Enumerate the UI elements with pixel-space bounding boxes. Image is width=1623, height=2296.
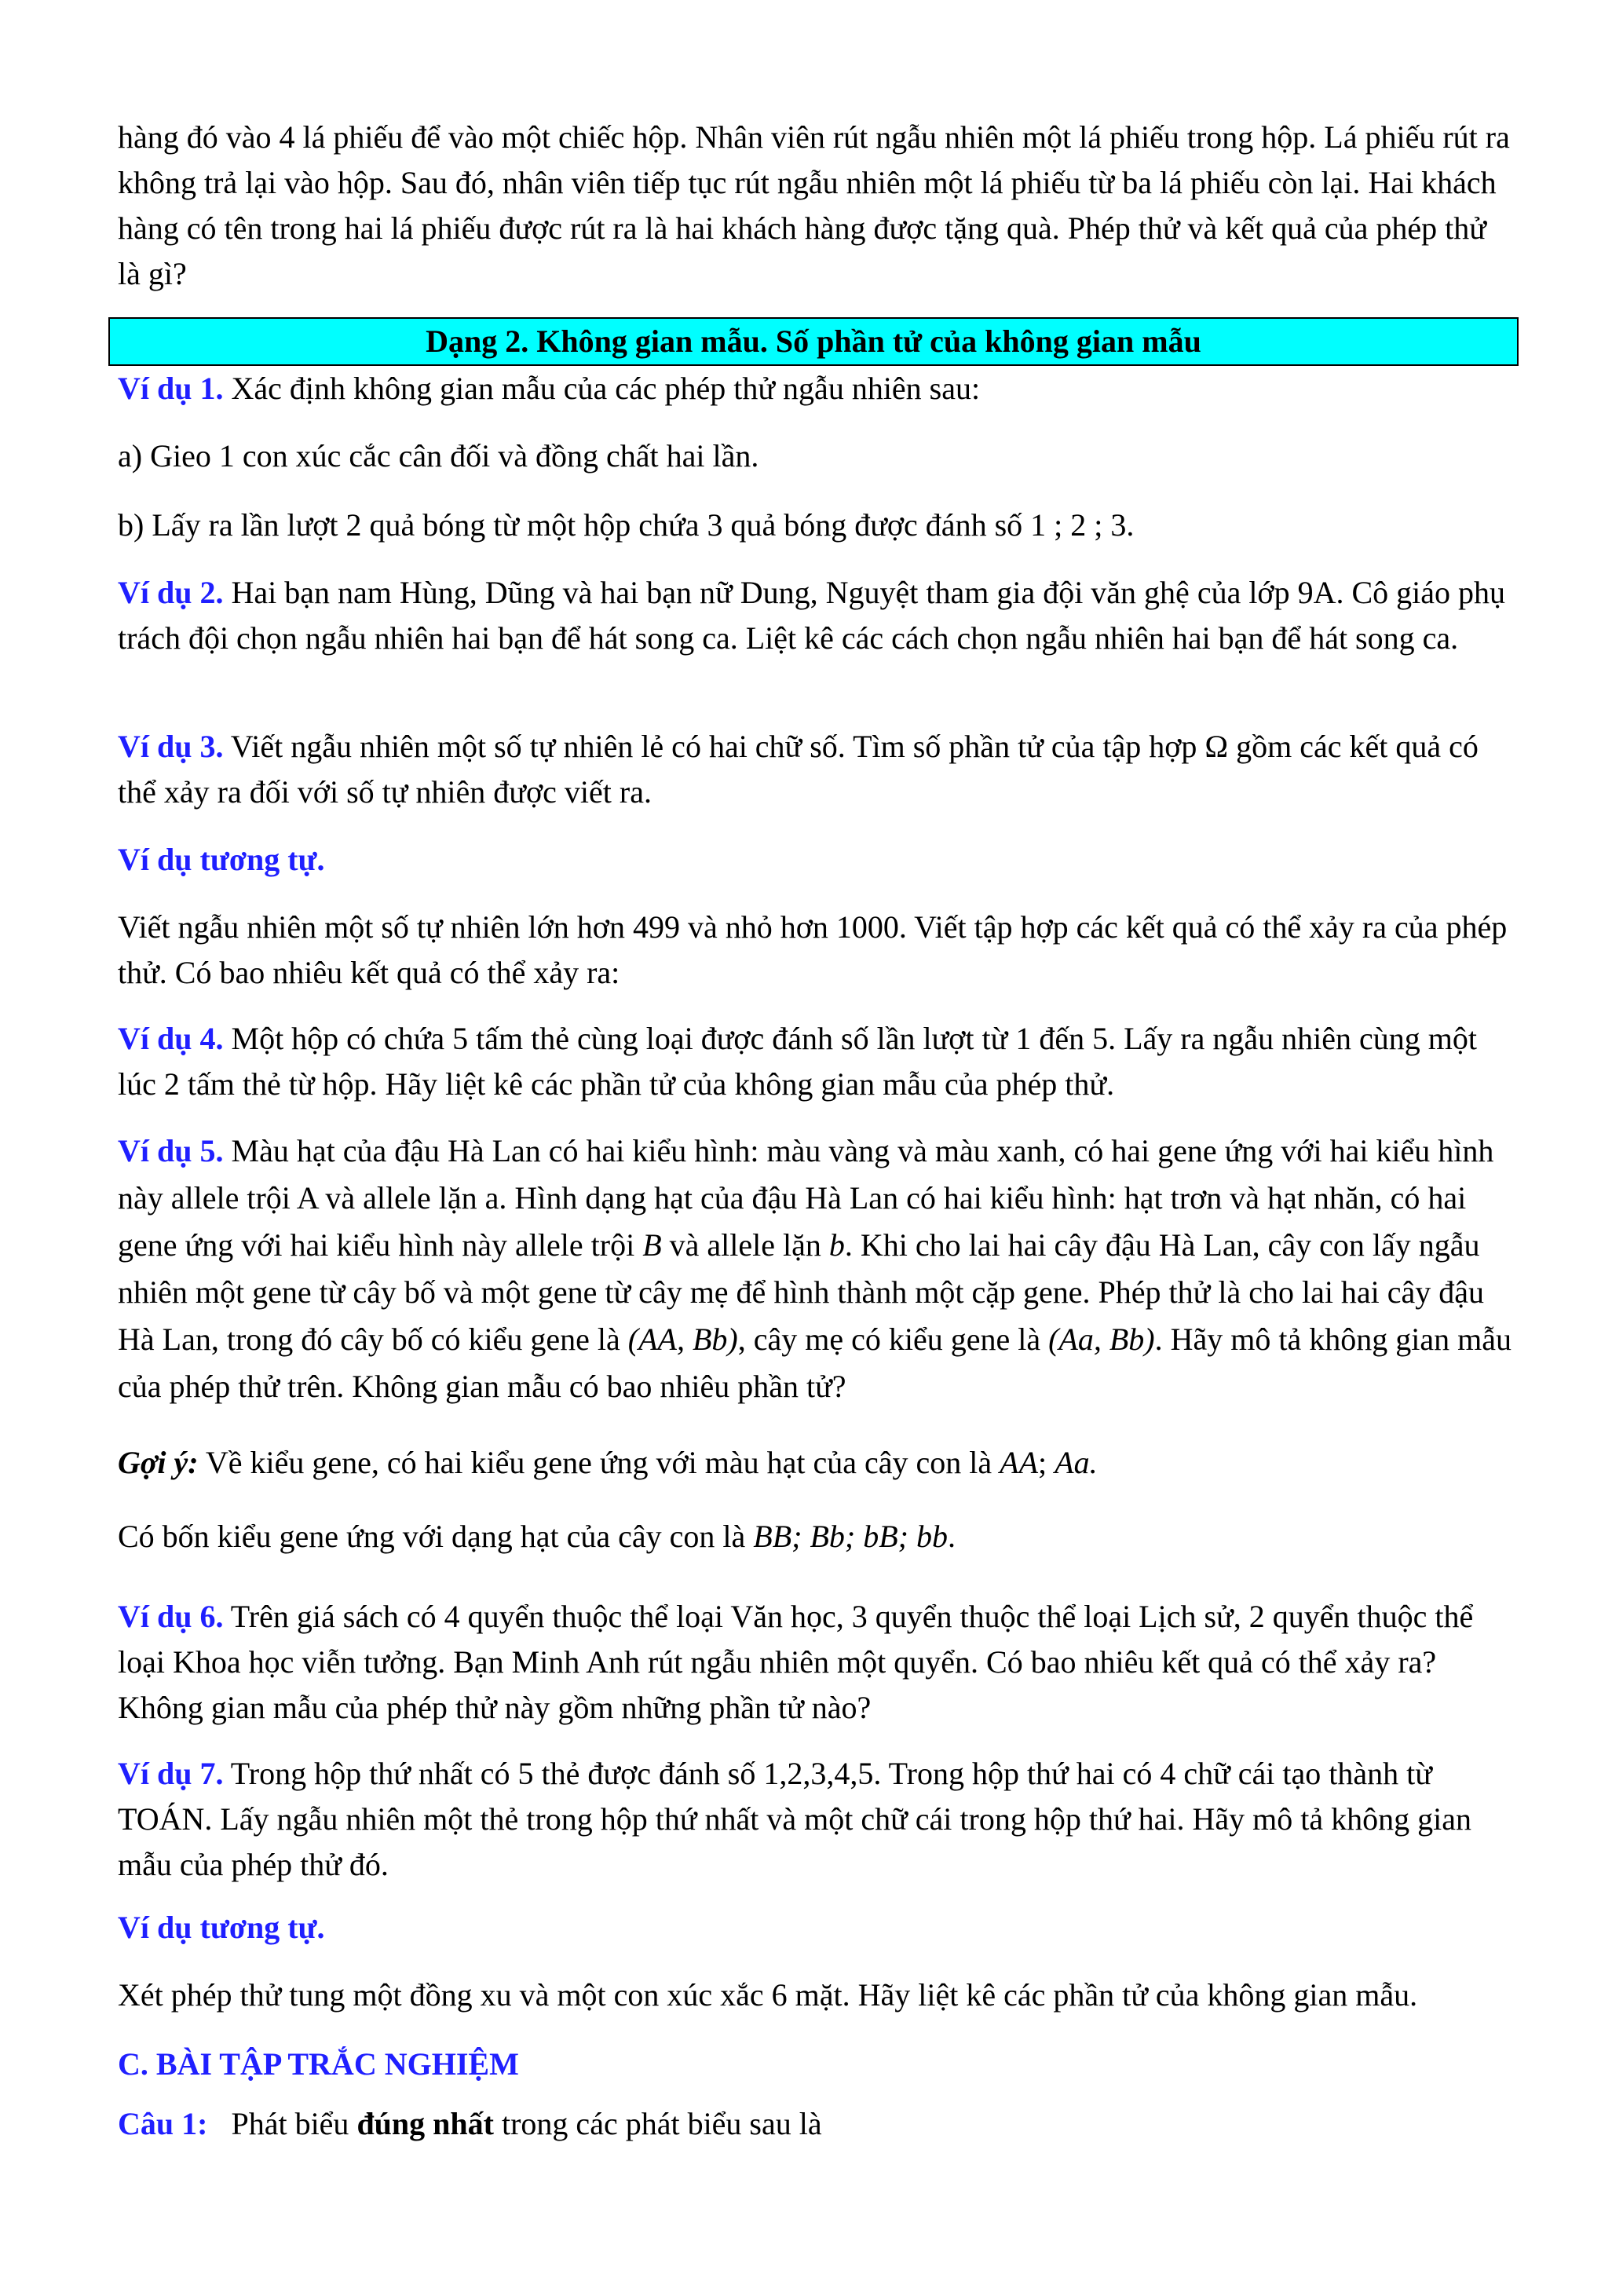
similar-example-1-label: Ví dụ tương tự. [118,842,325,877]
similar-example-2-text: Xét phép thử tung một đồng xu và một con xúc xắc 6 mặt. Hãy liệt kê các phần tử của không gian mẫu. [118,1977,1418,2013]
hint-line-2: Có bốn kiểu gene ứng với dạng hạt của cây con là BB; Bb; bB; bb. [118,1519,956,1554]
example-6 [118,1594,1515,1731]
example-6-text: Trên giá sách có 4 quyển thuộc thể loại Văn học, 3 quyển thuộc thể loại Lịch sử, 2 quyển thuộc thể loại Khoa học viễn tưởng. Bạn Minh Anh rút ngẫu nhiên một quyển. Có bao nhiêu kết quả có thể xảy ra? Không gian mẫu của phép thử này gồm những phần tử nào? [118,1599,1474,1725]
hint-label: Gợi ý: [118,1445,199,1480]
example-4 [118,1016,1515,1107]
hint-line-1: Gợi ý: Về kiểu gene, có hai kiểu gene ứng với màu hạt của cây con là AA; Aa. [118,1445,1098,1480]
example-5-label: Ví dụ 5. [118,1133,224,1168]
example-1-part-a: a) Gieo 1 con xúc cắc cân đối và đồng chất hai lần. [118,438,759,473]
section-c-heading: C. BÀI TẬP TRẮC NGHIỆM [118,2046,519,2082]
similar-example-2-label: Ví dụ tương tự. [118,1910,325,1945]
example-1 [118,366,1515,411]
example-4-label: Ví dụ 4. [118,1021,224,1056]
example-2-text: Hai bạn nam Hùng, Dũng và hai bạn nữ Dung, Nguyệt tham gia đội văn ghệ của lớp 9A. Cô giáo phụ trách đội chọn ngẫu nhiên hai bạn để hát song ca. Liệt kê các cách chọn ngẫu nhiên hai bạn để hát song ca. [118,575,1506,656]
example-3 [118,724,1515,815]
example-1-part-b: b) Lấy ra lần lượt 2 quả bóng từ một hộp chứa 3 quả bóng được đánh số 1 ; 2 ; 3. [118,507,1135,543]
example-5: Ví dụ 5. Màu hạt của đậu Hà Lan có hai kiểu hình: màu vàng và màu xanh, có hai gene ứng với hai kiểu hình này allele trội A và allele lặn a. Hình dạng hạt của đậu Hà Lan có hai kiểu hình: hạt trơn và hạt nhăn, có hai gene ứng với hai kiểu hình này allele trội B và allele lặn b. Khi cho lai hai cây đậu Hà Lan, cây con lấy ngẫu nhiên một gene từ cây bố và một gene từ cây mẹ để hình thành một cặp gene. Phép thử là cho lai hai cây đậu Hà Lan, trong đó cây bố có kiểu gene là (AA, Bb), cây mẹ có kiểu gene là (Aa, Bb). Hãy mô tả không gian mẫu của phép thử trên. Không gian mẫu có bao nhiêu phần tử? [118,1133,1512,1404]
example-4-text: Một hộp có chứa 5 tấm thẻ cùng loại được đánh số lần lượt từ 1 đến 5. Lấy ra ngẫu nhiên cùng một lúc 2 tấm thẻ từ hộp. Hãy liệt kê các phần tử của không gian mẫu của phép thử. [118,1021,1477,1102]
example-3-text: Viết ngẫu nhiên một số tự nhiên lẻ có hai chữ số. Tìm số phần tử của tập hợp [223,729,1205,764]
intro-paragraph: hàng đó vào 4 lá phiếu để vào một chiếc hộp. Nhân viên rút ngẫu nhiên một lá phiếu trong hộp. Lá phiếu rút ra không trả lại vào hộp. Sau đó, nhân viên tiếp tục rút ngẫu nhiên một lá phiếu từ ba lá phiếu còn lại. Hai khách hàng có tên trong hai lá phiếu được rút ra là hai khách hàng được tặng quà. Phép thử và kết quả của phép thử là gì? [118,119,1510,291]
father-genotype: (AA, Bb) [627,1322,738,1357]
mother-genotype: (Aa, Bb) [1048,1322,1155,1357]
example-6-label: Ví dụ 6. [118,1599,224,1634]
similar-example-1-text: Viết ngẫu nhiên một số tự nhiên lớn hơn 499 và nhỏ hơn 1000. Viết tập hợp các kết quả có thể xảy ra của phép thử. Có bao nhiêu kết quả có thể xảy ra: [118,909,1508,990]
example-7-label: Ví dụ 7. [118,1756,224,1791]
omega-symbol: Ω [1204,729,1229,764]
question-1-emphasis: đúng nhất [356,2106,494,2141]
example-2 [118,570,1515,661]
example-7 [118,1751,1515,1888]
example-3-label: Ví dụ 3. [118,729,224,764]
example-7-text: Trong hộp thứ nhất có 5 thẻ được đánh số 1,2,3,4,5. Trong hộp thứ hai có 4 chữ cái tạo thành từ TOÁN. Lấy ngẫu nhiên một thẻ trong hộp thứ nhất và một chữ cái trong hộp thứ hai. Hãy mô tả không gian mẫu của phép thử đó. [118,1756,1471,1882]
example-1-text: Xác định không gian mẫu của các phép thử ngẫu nhiên sau: [223,371,981,406]
allele-B: B [642,1227,662,1263]
example-3-text-cont: gồm các kết quả có thể xảy ra đối với số tự nhiên được viết ra. [118,729,1479,810]
example-1-label: Ví dụ 1. [118,371,224,406]
section-header-dang-2: Dạng 2. Không gian mẫu. Số phần tử của không gian mẫu [108,317,1519,366]
question-1: Câu 1: Phát biểu đúng nhất trong các phát biểu sau là [118,2106,822,2141]
question-1-label: Câu 1: [118,2106,208,2141]
allele-b: b [828,1227,845,1263]
example-2-label: Ví dụ 2. [118,575,224,610]
